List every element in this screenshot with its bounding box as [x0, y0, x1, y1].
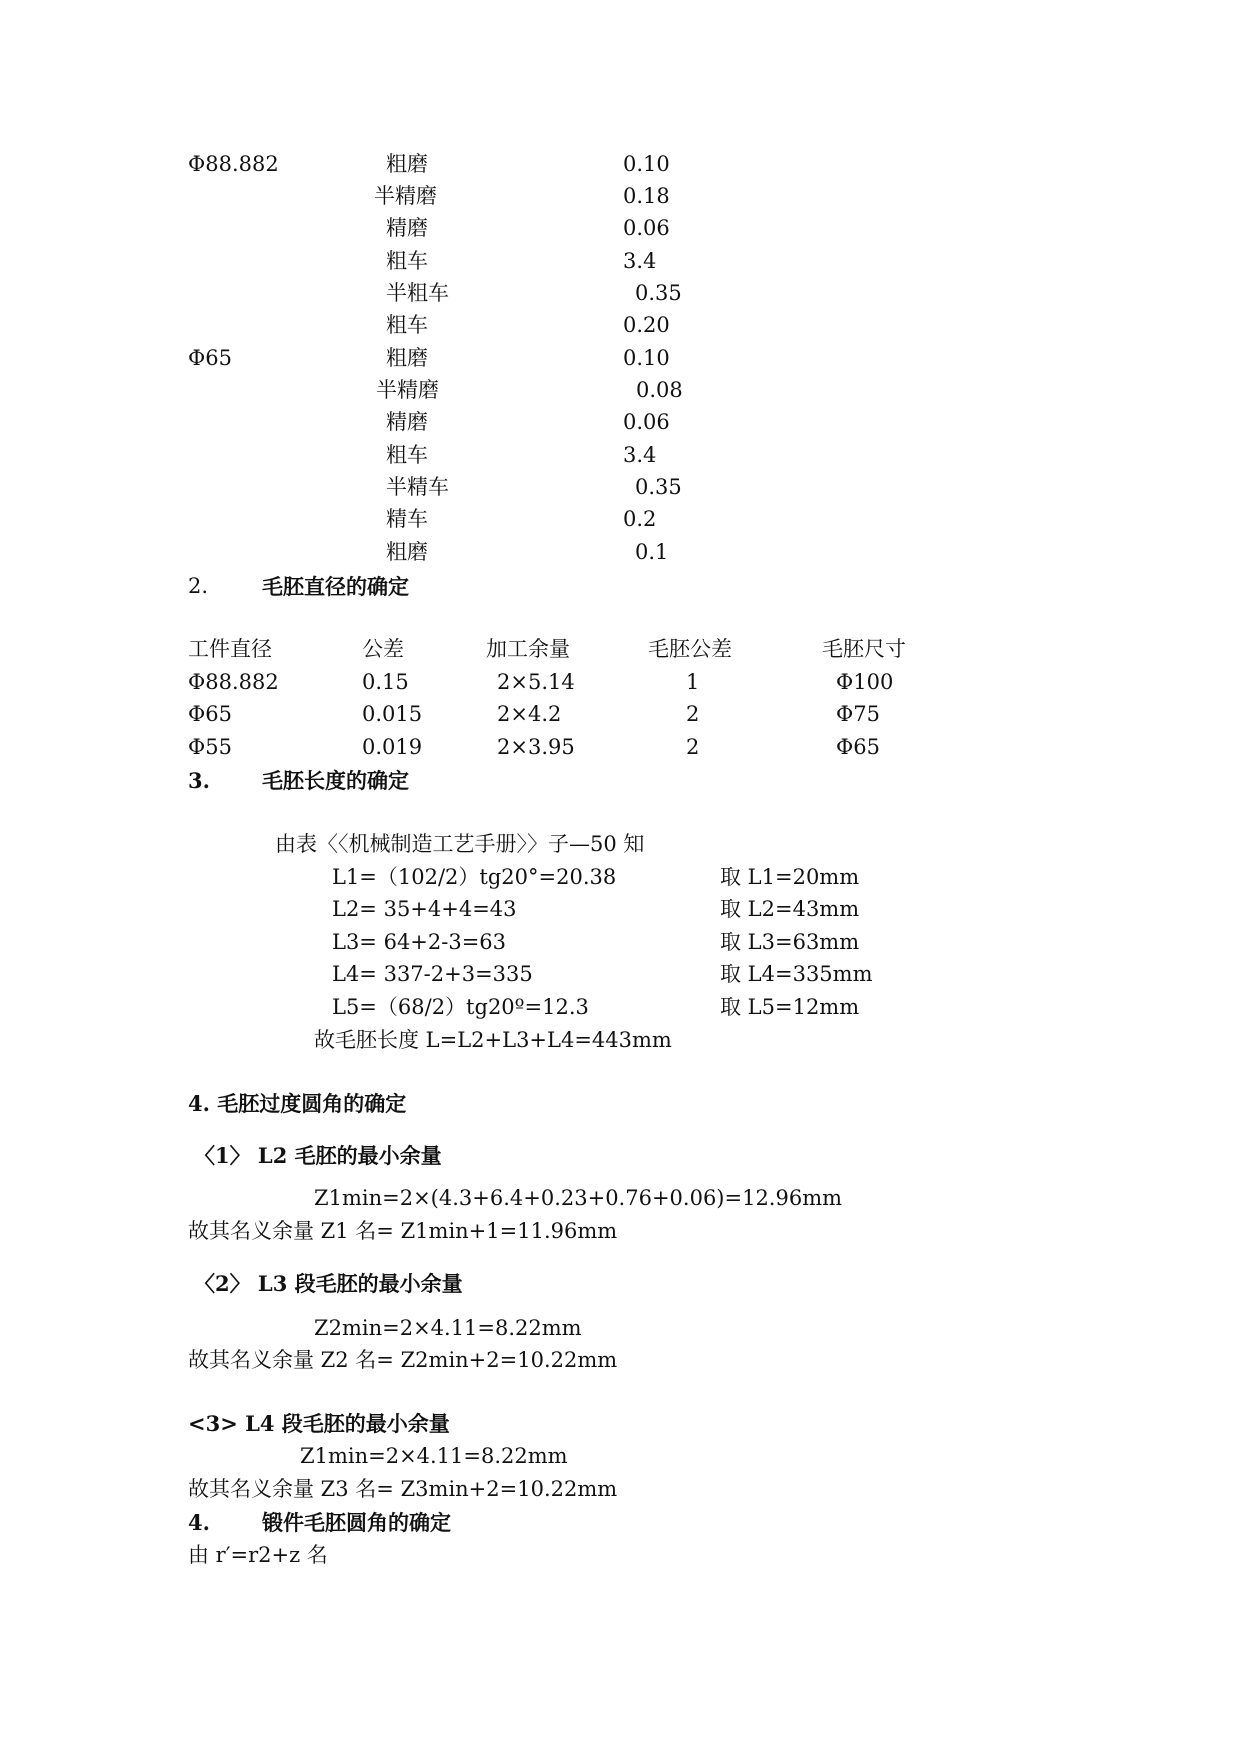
formula: Z1min=2×(4.3+6.4+0.23+0.76+0.06)=12.96mm: [314, 1186, 843, 1210]
allowance-process: 精车: [386, 507, 428, 531]
section-number: 3.: [188, 768, 210, 793]
allowance-process: 半粗车: [386, 281, 449, 305]
table-cell: 2×4.2: [497, 702, 562, 726]
table-header: 毛胚公差: [648, 637, 732, 661]
allowance-value: 0.10: [623, 346, 670, 370]
calc-result: 取 L2=43mm: [720, 897, 860, 921]
subsection-heading: <3> L4 段毛胚的最小余量: [188, 1411, 450, 1436]
allowance-process: 粗车: [386, 249, 428, 273]
allowance-value: 3.4: [623, 443, 657, 467]
table-cell: Φ100: [836, 670, 894, 694]
formula: 由 r′=r2+z 名: [188, 1543, 328, 1567]
subsection-heading: 〈2〉 L3 段毛胚的最小余量: [194, 1271, 463, 1296]
allowance-process: 粗车: [386, 443, 428, 467]
table-cell: Φ75: [836, 702, 880, 726]
allowance-process: 精磨: [386, 216, 428, 240]
table-cell: 1: [686, 670, 700, 694]
table-cell: 2: [686, 702, 700, 726]
calc-formula: L1=（102/2）tg20°=20.38: [332, 865, 617, 889]
section-title: 锻件毛胚圆角的确定: [262, 1510, 451, 1535]
subsection-heading: 〈1〉 L2 毛胚的最小余量: [194, 1143, 442, 1168]
allowance-process: 半精磨: [376, 378, 439, 402]
allowance-value: 0.20: [623, 313, 670, 337]
allowance-dim: Φ88.882: [188, 152, 279, 176]
table-cell: Φ65: [836, 735, 880, 759]
allowance-process: 粗磨: [386, 346, 428, 370]
calc-formula: L3= 64+2-3=63: [332, 930, 507, 954]
allowance-value: 0.35: [635, 475, 682, 499]
calc-result: 取 L1=20mm: [720, 865, 860, 889]
length-conclusion: 故毛胚长度 L=L2+L3+L4=443mm: [314, 1028, 672, 1052]
table-cell: 0.019: [362, 735, 423, 759]
table-header: 毛胚尺寸: [822, 637, 906, 661]
table-header: 加工余量: [486, 637, 570, 661]
table-cell: 0.15: [362, 670, 409, 694]
section-title: 毛胚直径的确定: [262, 574, 409, 599]
allowance-process: 半精磨: [374, 184, 437, 208]
calc-formula: L5=（68/2）tg20º=12.3: [332, 995, 589, 1019]
calc-result: 取 L3=63mm: [720, 930, 860, 954]
table-cell: Φ88.882: [188, 670, 279, 694]
allowance-value: 0.1: [635, 540, 669, 564]
section-number: 2.: [188, 574, 209, 598]
allowance-dim: Φ65: [188, 346, 232, 370]
allowance-value: 0.06: [623, 410, 670, 434]
calc-formula: L2= 35+4+4=43: [332, 897, 517, 921]
reference-note: 由表〈〈机械制造工艺手册〉〉子—50 知: [275, 832, 645, 856]
table-cell: Φ65: [188, 702, 232, 726]
formula: Z1min=2×4.11=8.22mm: [300, 1444, 568, 1468]
table-cell: 0.015: [362, 702, 423, 726]
allowance-process: 半精车: [386, 475, 449, 499]
table-cell: 2×5.14: [497, 670, 575, 694]
allowance-process: 粗车: [386, 313, 428, 337]
table-cell: 2: [686, 735, 700, 759]
result-text: 故其名义余量 Z2 名= Z2min+2=10.22mm: [188, 1348, 618, 1372]
calc-formula: L4= 337-2+3=335: [332, 962, 533, 986]
calc-result: 取 L5=12mm: [720, 995, 860, 1019]
allowance-value: 0.2: [623, 507, 657, 531]
table-cell: 2×3.95: [497, 735, 575, 759]
allowance-value: 0.35: [635, 281, 682, 305]
allowance-process: 精磨: [386, 410, 428, 434]
result-text: 故其名义余量 Z1 名= Z1min+1=11.96mm: [188, 1219, 618, 1243]
calc-result: 取 L4=335mm: [720, 962, 873, 986]
table-header: 工件直径: [188, 637, 272, 661]
section-title: 毛胚长度的确定: [262, 768, 409, 793]
allowance-value: 0.18: [623, 184, 670, 208]
section-title: 4. 毛胚过度圆角的确定: [188, 1091, 407, 1116]
allowance-value: 3.4: [623, 249, 657, 273]
table-cell: Φ55: [188, 735, 232, 759]
allowance-process: 粗磨: [386, 540, 428, 564]
allowance-value: 0.08: [636, 378, 683, 402]
table-header: 公差: [362, 637, 404, 661]
formula: Z2min=2×4.11=8.22mm: [314, 1316, 582, 1340]
result-text: 故其名义余量 Z3 名= Z3min+2=10.22mm: [188, 1477, 618, 1501]
allowance-value: 0.10: [623, 152, 670, 176]
allowance-process: 粗磨: [386, 152, 428, 176]
section-number: 4.: [188, 1510, 210, 1535]
allowance-value: 0.06: [623, 216, 670, 240]
